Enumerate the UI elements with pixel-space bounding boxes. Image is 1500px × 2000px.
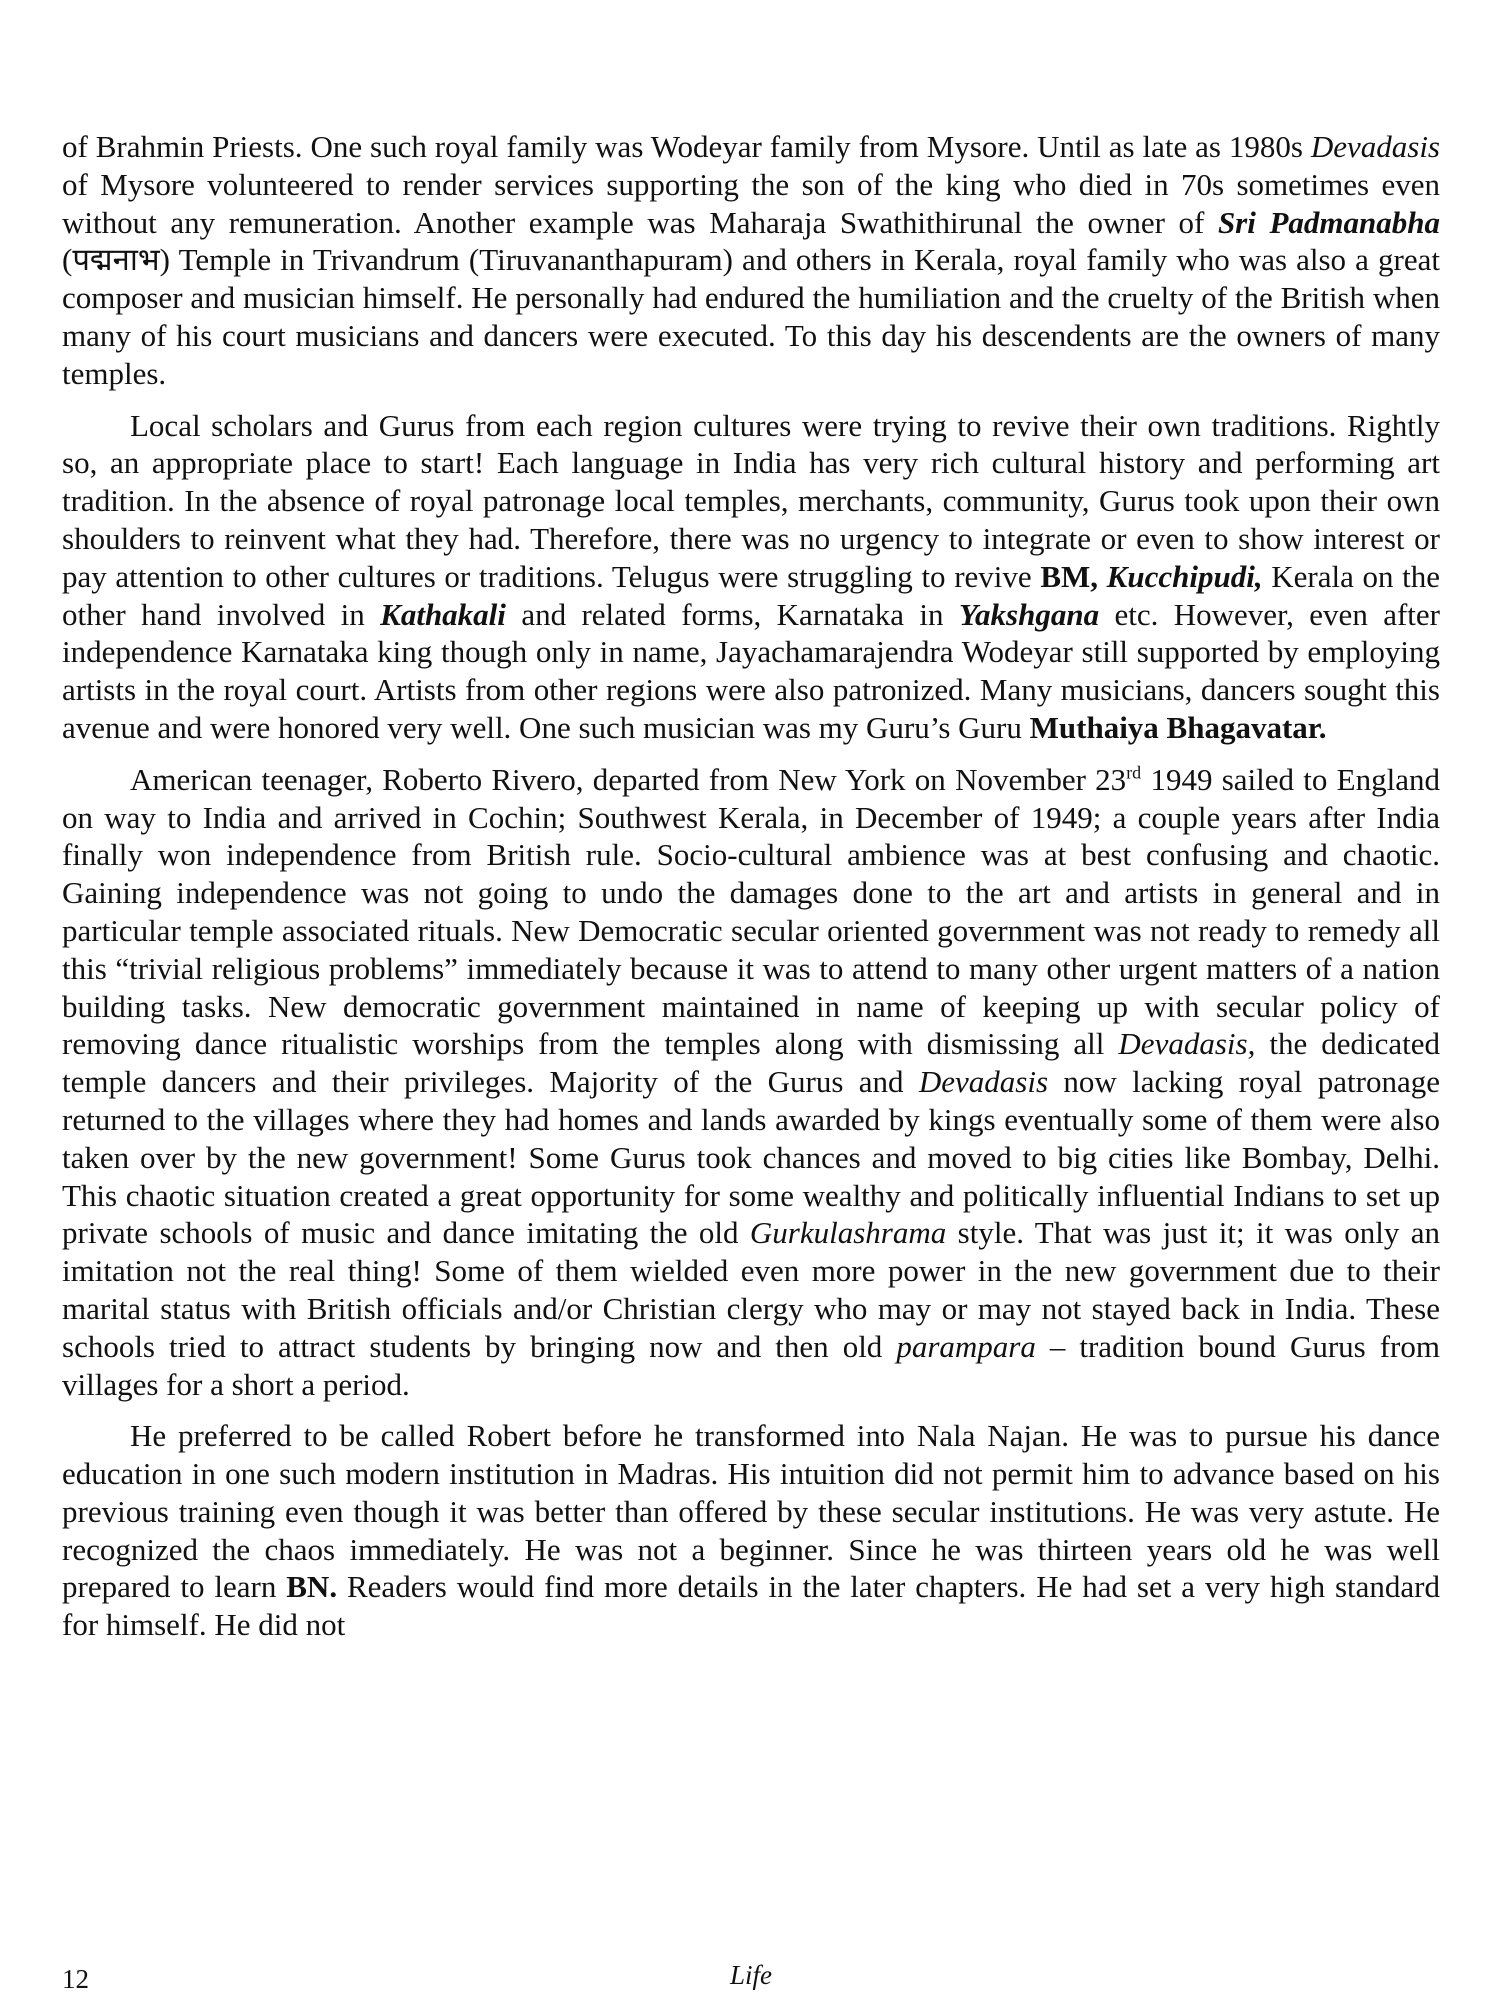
bold-italic-term: Kucchipudi, <box>1106 558 1263 594</box>
page-number: 12 <box>62 1964 89 1994</box>
text-run: Local scholars and Gurus from each region cultures were trying to revive their own traditions. Rightly so, an appropriate place to start! Each language in India has very rich cultural history and performing art tradition. In the absence of royal patronage local temples, merchants, community, Gurus took upon their own shoulders to reinvent what they had. Therefore, there was no urgency to integrate or even to show interest or pay attention to other cultures or traditions. Telugus were struggling to revive <box>62 407 1440 594</box>
devanagari-term: (पद्मनाभ) <box>62 242 179 278</box>
bold-term: BN. <box>286 1569 338 1605</box>
superscript: rd <box>1126 762 1142 783</box>
text-run: – tradition bound Gurus from villages for a short a period. <box>62 1328 1440 1402</box>
bold-italic-term: Sri Padmanabha <box>1217 204 1440 240</box>
body-text <box>62 128 1440 1658</box>
text-run: and related forms, Karnataka in <box>505 596 959 632</box>
paragraph-4 <box>62 1417 1440 1644</box>
text-run: style. That was just it; it was only an imitation not the real thing! Some of them wielded even more power in the new government due to their marital status with British officials and/or Christian clergy who may or may not stayed back in India. These schools tried to attract students by bringing now and then old <box>62 1215 1440 1364</box>
text-run: etc. However, even after independence Karnataka king though only in name, Jayachamarajendra Wodeyar still supported by employing artists in the royal court. Artists from other regions were also patronized. Many musicians, dancers sought this avenue and were honored very well. One such musician was my Guru’s Guru <box>62 596 1440 745</box>
running-title: Life <box>730 1960 773 1990</box>
italic-term: Devadasis <box>1310 129 1440 164</box>
italic-term: Devadasis <box>918 1064 1049 1100</box>
bold-term: Muthaiya Bhagavatar. <box>1029 709 1327 745</box>
text-run: Temple in Trivandrum (Tiruvananthapuram) and others in Kerala, royal family who was also a great composer and musician himself. He personally had endured the humiliation and the cruelty of the British when many of his court musicians and dancers were executed. To this day his descendents are the owners of many temples. <box>62 242 1440 391</box>
text-run: American teenager, Roberto Rivero, departed from New York on November 23 <box>130 761 1127 797</box>
text-run: Kerala on the other hand involved in <box>62 558 1441 632</box>
paragraph-1 <box>62 128 1440 393</box>
italic-term: parampara <box>896 1328 1036 1364</box>
text-run: 1949 sailed to England on way to India and arrived in Cochin; Southwest Kerala, in December of 1949; a couple years after India finally won independence from British rule. Socio-cultural ambience was at best confusing and chaotic. Gaining independence was not going to undo the damages done to the art and artists in general and in particular temple associated rituals. New Democratic secular oriented government was not ready to remedy all this “trivial religious problems” immediately because it was to attend to many other urgent matters of a nation building tasks. New democratic government maintained in name of keeping up with secular policy of removing dance ritualistic worships from the temples along with dismissing all <box>62 761 1440 1062</box>
text-run: of Mysore volunteered to render services supporting the son of the king who died in 70s sometimes even without any remuneration. Another example was Maharaja Swathithirunal the owner of <box>62 166 1440 240</box>
text-run: Readers would find more details in the later chapters. He had set a very high standard for himself. He did not <box>62 1569 1440 1643</box>
bold-term: BM, <box>1040 558 1099 594</box>
text-run: the dedicated temple dancers and their privileges. Majority of the Gurus and <box>62 1026 1440 1100</box>
italic-term: Gurkulashrama <box>749 1215 947 1251</box>
paragraph-2 <box>62 407 1440 747</box>
text-run: He preferred to be called Robert before he transformed into Nala Najan. He was to pursue his dance education in one such modern institution in Madras. His intuition did not permit him to advance based on his previous training even though it was better than offered by these secular institutions. He was very astute. He recognized the chaos immediately. He was not a beginner. Since he was thirteen years old he was well prepared to learn <box>62 1418 1440 1605</box>
text-run: now lacking royal patronage returned to the villages where they had homes and lands awarded by kings eventually some of them were also taken over by the new government! Some Gurus took chances and moved to big cities like Bombay, Delhi. This chaotic situation created a great opportunity for some wealthy and politically influential Indians to set up private schools of music and dance imitating the old <box>62 1064 1440 1251</box>
text-run: of Brahmin Priests. One such royal family was Wodeyar family from Mysore. Until as late as 1980s <box>62 129 1311 164</box>
italic-term: Devadasis, <box>1118 1026 1256 1062</box>
paragraph-3 <box>62 761 1440 1404</box>
bold-italic-term: Kathakali <box>380 596 506 632</box>
bold-italic-term: Yakshgana <box>958 596 1100 632</box>
